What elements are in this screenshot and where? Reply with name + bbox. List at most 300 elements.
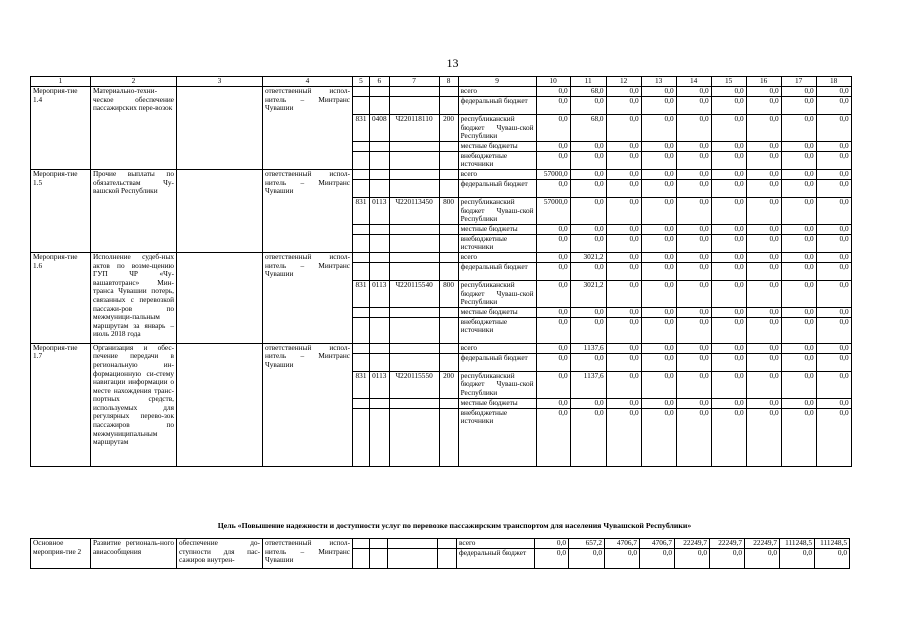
amount-cell: 0,0 (676, 179, 711, 197)
amount-cell: 4706,7 (605, 539, 640, 549)
target-item-code (389, 343, 439, 353)
measure-goal-text (177, 343, 263, 466)
amount-cell: 0,0 (816, 234, 851, 252)
column-number-11: 11 (570, 77, 606, 87)
amount-cell: 0,0 (711, 169, 746, 179)
funding-source: всего (457, 539, 535, 549)
target-item-code: Ч220118110 (389, 115, 439, 142)
amount-cell: 0,0 (570, 307, 606, 317)
amount-cell: 68,0 (570, 115, 606, 142)
measure-goal-text (177, 87, 263, 170)
amount-cell: 0,0 (781, 197, 816, 224)
amount-cell: 0,0 (746, 353, 781, 371)
amount-cell: 0,0 (676, 398, 711, 408)
expense-type-code (439, 307, 458, 317)
expense-type-code (439, 169, 458, 179)
grbs-code: 831 (353, 371, 370, 398)
amount-cell: 0,0 (536, 179, 570, 197)
expense-type-code (439, 151, 458, 169)
amount-cell: 0,0 (781, 408, 816, 466)
amount-cell: 0,0 (570, 97, 606, 115)
amount-cell: 0,0 (570, 317, 606, 343)
amount-cell: 0,0 (606, 151, 641, 169)
expense-type-code (439, 343, 458, 353)
amount-cell: 0,0 (641, 87, 676, 97)
grbs-code (353, 408, 370, 466)
amount-cell: 0,0 (676, 115, 711, 142)
funding-source: местные бюджеты (458, 224, 536, 234)
amount-cell: 0,0 (816, 317, 851, 343)
amount-cell: 0,0 (781, 371, 816, 398)
amount-cell: 0,0 (711, 115, 746, 142)
amount-cell: 0,0 (711, 141, 746, 151)
amount-cell: 0,0 (780, 549, 815, 569)
amount-cell: 0,0 (781, 234, 816, 252)
amount-cell: 0,0 (781, 252, 816, 262)
amount-cell: 0,0 (711, 343, 746, 353)
amount-cell: 0,0 (536, 234, 570, 252)
amount-cell: 22249,7 (710, 539, 745, 549)
section-code: 0408 (370, 115, 390, 142)
amount-cell: 0,0 (746, 343, 781, 353)
amount-cell: 0,0 (676, 353, 711, 371)
amount-cell: 0,0 (606, 97, 641, 115)
amount-cell: 0,0 (641, 197, 676, 224)
funding-source: всего (458, 252, 536, 262)
amount-cell: 0,0 (746, 87, 781, 97)
table-row (31, 87, 852, 97)
target-item-code (389, 408, 439, 466)
grbs-code (353, 97, 370, 115)
grbs-code (353, 179, 370, 197)
section-code (370, 179, 390, 197)
section-code (370, 151, 390, 169)
amount-cell: 0,0 (746, 408, 781, 466)
column-number-row (31, 77, 852, 87)
measure-goal-text (177, 252, 263, 343)
amount-cell: 0,0 (781, 262, 816, 280)
amount-cell: 0,0 (570, 179, 606, 197)
amount-cell: 0,0 (816, 353, 851, 371)
grbs-code (353, 549, 370, 569)
measure-executor: ответственный испол-нитель – Минтранс Чувашии (263, 252, 353, 343)
table-row (31, 169, 852, 179)
table-row (31, 252, 852, 262)
amount-cell: 0,0 (711, 353, 746, 371)
amount-cell: 0,0 (676, 97, 711, 115)
amount-cell: 0,0 (816, 307, 851, 317)
amount-cell: 0,0 (570, 408, 606, 466)
expense-type-code (439, 398, 458, 408)
funding-source: всего (458, 87, 536, 97)
amount-cell: 0,0 (606, 317, 641, 343)
expense-type-code: 800 (439, 280, 458, 307)
amount-cell: 0,0 (641, 398, 676, 408)
amount-cell: 3021,2 (570, 280, 606, 307)
amount-cell: 0,0 (781, 151, 816, 169)
grbs-code (353, 87, 370, 97)
amount-cell: 0,0 (641, 234, 676, 252)
expense-type-code (439, 87, 458, 97)
expense-type-code (439, 224, 458, 234)
amount-cell: 0,0 (711, 234, 746, 252)
amount-cell: 0,0 (711, 224, 746, 234)
target-item-code (389, 169, 439, 179)
amount-cell: 0,0 (536, 252, 570, 262)
amount-cell: 0,0 (781, 87, 816, 97)
amount-cell: 0,0 (676, 317, 711, 343)
amount-cell: 0,0 (746, 262, 781, 280)
amount-cell: 22249,7 (745, 539, 780, 549)
amount-cell: 0,0 (781, 307, 816, 317)
expense-type-code (439, 252, 458, 262)
amount-cell: 0,0 (816, 371, 851, 398)
amount-cell: 0,0 (746, 97, 781, 115)
amount-cell: 0,0 (746, 224, 781, 234)
amount-cell: 0,0 (606, 197, 641, 224)
amount-cell: 0,0 (606, 398, 641, 408)
amount-cell: 0,0 (606, 252, 641, 262)
amount-cell: 0,0 (816, 224, 851, 234)
column-number-15: 15 (711, 77, 746, 87)
section-code (370, 262, 390, 280)
amount-cell: 0,0 (781, 97, 816, 115)
amount-cell: 0,0 (816, 141, 851, 151)
amount-cell: 0,0 (676, 87, 711, 97)
amount-cell: 0,0 (676, 224, 711, 234)
amount-cell: 0,0 (641, 141, 676, 151)
amount-cell: 0,0 (816, 252, 851, 262)
target-item-code (389, 87, 439, 97)
amount-cell: 0,0 (816, 343, 851, 353)
amount-cell: 22249,7 (675, 539, 710, 549)
amount-cell: 0,0 (816, 398, 851, 408)
funding-source: федеральный бюджет (458, 97, 536, 115)
amount-cell: 0,0 (606, 87, 641, 97)
section-code (370, 234, 390, 252)
funding-source: федеральный бюджет (457, 549, 535, 569)
target-item-code: Ч220113450 (389, 197, 439, 224)
amount-cell: 0,0 (641, 353, 676, 371)
column-number-5: 5 (353, 77, 370, 87)
amount-cell: 0,0 (606, 169, 641, 179)
amount-cell: 0,0 (641, 343, 676, 353)
section-code (370, 224, 390, 234)
section-code: 0113 (370, 197, 390, 224)
amount-cell: 0,0 (746, 234, 781, 252)
budget-table-continued (30, 538, 850, 569)
amount-cell: 0,0 (570, 353, 606, 371)
column-number-10: 10 (536, 77, 570, 87)
measure-goal-text (177, 169, 263, 252)
expense-type-code (439, 408, 458, 466)
grbs-code (353, 252, 370, 262)
expense-type-code (439, 317, 458, 343)
column-number-8: 8 (439, 77, 458, 87)
amount-cell: 0,0 (641, 151, 676, 169)
amount-cell: 0,0 (641, 280, 676, 307)
amount-cell: 0,0 (676, 141, 711, 151)
amount-cell: 0,0 (711, 87, 746, 97)
measure-name: Материально-техни-ческое обеспечение пассажирских пере-возок (91, 87, 177, 170)
funding-source: федеральный бюджет (458, 262, 536, 280)
amount-cell: 0,0 (781, 398, 816, 408)
amount-cell: 0,0 (641, 169, 676, 179)
amount-cell: 0,0 (711, 97, 746, 115)
amount-cell: 0,0 (746, 179, 781, 197)
measure-code: Мероприя-тие 1.7 (31, 343, 91, 466)
amount-cell: 0,0 (641, 371, 676, 398)
amount-cell: 0,0 (536, 343, 570, 353)
amount-cell: 0,0 (711, 151, 746, 169)
amount-cell: 0,0 (570, 262, 606, 280)
measure-executor: ответственный испол-нитель – Минтранс Чувашии (263, 343, 353, 466)
section-code (370, 317, 390, 343)
amount-cell: 0,0 (535, 539, 569, 549)
amount-cell: 0,0 (746, 151, 781, 169)
target-item-code (389, 353, 439, 371)
amount-cell: 0,0 (536, 97, 570, 115)
amount-cell: 0,0 (781, 353, 816, 371)
expense-type-code (439, 353, 458, 371)
amount-cell: 111248,5 (815, 539, 850, 549)
target-item-code (389, 234, 439, 252)
amount-cell: 0,0 (640, 549, 675, 569)
column-number-17: 17 (781, 77, 816, 87)
column-number-2: 2 (91, 77, 177, 87)
goal-heading: Цель «Повышение надежности и доступности услуг по перевозке пассажирским транспортом для населения Чувашской Республики» (217, 521, 692, 530)
grbs-code (353, 317, 370, 343)
amount-cell: 0,0 (570, 398, 606, 408)
expense-type-code (439, 234, 458, 252)
grbs-code (353, 398, 370, 408)
amount-cell: 0,0 (746, 197, 781, 224)
grbs-code (353, 262, 370, 280)
amount-cell: 0,0 (641, 307, 676, 317)
grbs-code (353, 151, 370, 169)
amount-cell: 0,0 (746, 398, 781, 408)
amount-cell: 0,0 (676, 307, 711, 317)
amount-cell: 0,0 (676, 262, 711, 280)
section-code (370, 87, 390, 97)
amount-cell: 0,0 (781, 317, 816, 343)
target-item-code (389, 179, 439, 197)
amount-cell: 0,0 (570, 197, 606, 224)
target-item-code (389, 224, 439, 234)
amount-cell: 0,0 (816, 169, 851, 179)
amount-cell: 111248,5 (780, 539, 815, 549)
section-code (370, 539, 388, 549)
amount-cell: 0,0 (606, 262, 641, 280)
amount-cell: 0,0 (711, 398, 746, 408)
funding-source: федеральный бюджет (458, 179, 536, 197)
amount-cell: 0,0 (816, 197, 851, 224)
column-number-14: 14 (676, 77, 711, 87)
funding-source: местные бюджеты (458, 141, 536, 151)
amount-cell: 68,0 (570, 87, 606, 97)
measure-code: Мероприя-тие 1.5 (31, 169, 91, 252)
funding-source: внебюджетные источники (458, 151, 536, 169)
amount-cell: 0,0 (605, 549, 640, 569)
amount-cell: 0,0 (676, 408, 711, 466)
amount-cell: 0,0 (781, 179, 816, 197)
grbs-code (353, 169, 370, 179)
amount-cell: 4706,7 (640, 539, 675, 549)
funding-source: всего (458, 343, 536, 353)
measure-executor: ответственный испол-нитель – Минтранс Чувашии (263, 87, 353, 170)
amount-cell: 0,0 (641, 115, 676, 142)
amount-cell: 0,0 (606, 408, 641, 466)
section-code (370, 252, 390, 262)
amount-cell: 0,0 (606, 353, 641, 371)
funding-source: республиканский бюджет Чуваш-ской Республики (458, 371, 536, 398)
amount-cell: 0,0 (676, 234, 711, 252)
section-code (370, 343, 390, 353)
amount-cell: 0,0 (816, 408, 851, 466)
funding-source: республиканский бюджет Чуваш-ской Республики (458, 197, 536, 224)
amount-cell: 0,0 (606, 115, 641, 142)
amount-cell: 0,0 (676, 371, 711, 398)
funding-source: федеральный бюджет (458, 353, 536, 371)
amount-cell: 0,0 (536, 262, 570, 280)
amount-cell: 657,2 (569, 539, 605, 549)
target-item-code (388, 549, 438, 569)
target-item-code (389, 141, 439, 151)
funding-source: республиканский бюджет Чуваш-ской Республики (458, 115, 536, 142)
grbs-code: 831 (353, 115, 370, 142)
target-item-code: Ч220115550 (389, 371, 439, 398)
amount-cell: 0,0 (746, 169, 781, 179)
target-item-code (388, 539, 438, 549)
amount-cell: 0,0 (606, 141, 641, 151)
amount-cell: 0,0 (536, 151, 570, 169)
expense-type-code (438, 549, 457, 569)
target-item-code (389, 317, 439, 343)
amount-cell: 0,0 (746, 317, 781, 343)
target-item-code (389, 151, 439, 169)
amount-cell: 0,0 (536, 353, 570, 371)
table-row (31, 343, 852, 353)
amount-cell: 0,0 (710, 549, 745, 569)
amount-cell: 0,0 (746, 371, 781, 398)
amount-cell: 0,0 (745, 549, 780, 569)
amount-cell: 0,0 (606, 307, 641, 317)
target-item-code: Ч220115540 (389, 280, 439, 307)
section-code (370, 169, 390, 179)
amount-cell: 0,0 (816, 115, 851, 142)
target-item-code (389, 252, 439, 262)
expense-type-code (438, 539, 457, 549)
amount-cell: 0,0 (641, 317, 676, 343)
amount-cell: 0,0 (781, 343, 816, 353)
measure-goal-text: обеспечение до-ступности для пас-сажиров внутрен- (177, 539, 263, 569)
amount-cell: 0,0 (816, 179, 851, 197)
funding-source: местные бюджеты (458, 398, 536, 408)
amount-cell: 0,0 (536, 371, 570, 398)
column-number-12: 12 (606, 77, 641, 87)
amount-cell: 0,0 (536, 307, 570, 317)
grbs-code (353, 307, 370, 317)
section-code (370, 549, 388, 569)
amount-cell: 0,0 (606, 224, 641, 234)
amount-cell: 0,0 (641, 97, 676, 115)
amount-cell: 0,0 (746, 307, 781, 317)
amount-cell: 0,0 (816, 87, 851, 97)
column-number-3: 3 (177, 77, 263, 87)
section-code: 0113 (370, 371, 390, 398)
amount-cell: 0,0 (606, 371, 641, 398)
grbs-code (353, 343, 370, 353)
amount-cell: 0,0 (536, 317, 570, 343)
measure-code: Мероприя-тие 1.6 (31, 252, 91, 343)
amount-cell: 0,0 (781, 115, 816, 142)
measure-name: Развитие региональ-ного авиасообщения (91, 539, 177, 569)
amount-cell: 0,0 (676, 197, 711, 224)
amount-cell: 0,0 (816, 151, 851, 169)
column-number-9: 9 (458, 77, 536, 87)
amount-cell: 0,0 (746, 280, 781, 307)
amount-cell: 0,0 (781, 280, 816, 307)
amount-cell: 0,0 (781, 224, 816, 234)
amount-cell: 0,0 (570, 141, 606, 151)
expense-type-code (439, 179, 458, 197)
grbs-code (353, 141, 370, 151)
amount-cell: 0,0 (815, 549, 850, 569)
amount-cell: 0,0 (711, 252, 746, 262)
section-code (370, 408, 390, 466)
grbs-code (353, 224, 370, 234)
section-code: 0113 (370, 280, 390, 307)
column-number-16: 16 (746, 77, 781, 87)
section-code (370, 398, 390, 408)
table-row (31, 539, 850, 549)
amount-cell: 0,0 (570, 169, 606, 179)
section-code (370, 141, 390, 151)
expense-type-code: 200 (439, 371, 458, 398)
measure-executor: ответственный испол-нитель – Минтранс Чувашии (263, 539, 353, 569)
amount-cell: 0,0 (570, 234, 606, 252)
amount-cell: 3021,2 (570, 252, 606, 262)
amount-cell: 0,0 (676, 343, 711, 353)
funding-source: внебюджетные источники (458, 408, 536, 466)
grbs-code: 831 (353, 197, 370, 224)
page-number: 13 (446, 56, 459, 70)
column-number-1: 1 (31, 77, 91, 87)
amount-cell: 0,0 (536, 141, 570, 151)
amount-cell: 0,0 (711, 408, 746, 466)
amount-cell: 0,0 (536, 115, 570, 142)
funding-source: всего (458, 169, 536, 179)
measure-executor: ответственный испол-нитель – Минтранс Чувашии (263, 169, 353, 252)
amount-cell: 0,0 (606, 343, 641, 353)
measure-code: Мероприя-тие 1.4 (31, 87, 91, 170)
grbs-code (353, 539, 370, 549)
amount-cell: 0,0 (816, 262, 851, 280)
amount-cell: 0,0 (570, 224, 606, 234)
amount-cell: 0,0 (711, 262, 746, 280)
amount-cell: 0,0 (746, 141, 781, 151)
funding-source: внебюджетные источники (458, 234, 536, 252)
column-number-18: 18 (816, 77, 851, 87)
amount-cell: 0,0 (676, 280, 711, 307)
target-item-code (389, 307, 439, 317)
amount-cell: 1137,6 (570, 343, 606, 353)
amount-cell: 0,0 (535, 549, 569, 569)
grbs-code (353, 234, 370, 252)
amount-cell: 57000,0 (536, 169, 570, 179)
amount-cell: 0,0 (606, 179, 641, 197)
measure-name: Организация и обес-печение передачи в региональную ин-формационную си-стему навигации информации о месте нахождения транс-портных средств, используемых для регулярных перево-зок пассажиров по межмуниципальным маршрутам (91, 343, 177, 466)
